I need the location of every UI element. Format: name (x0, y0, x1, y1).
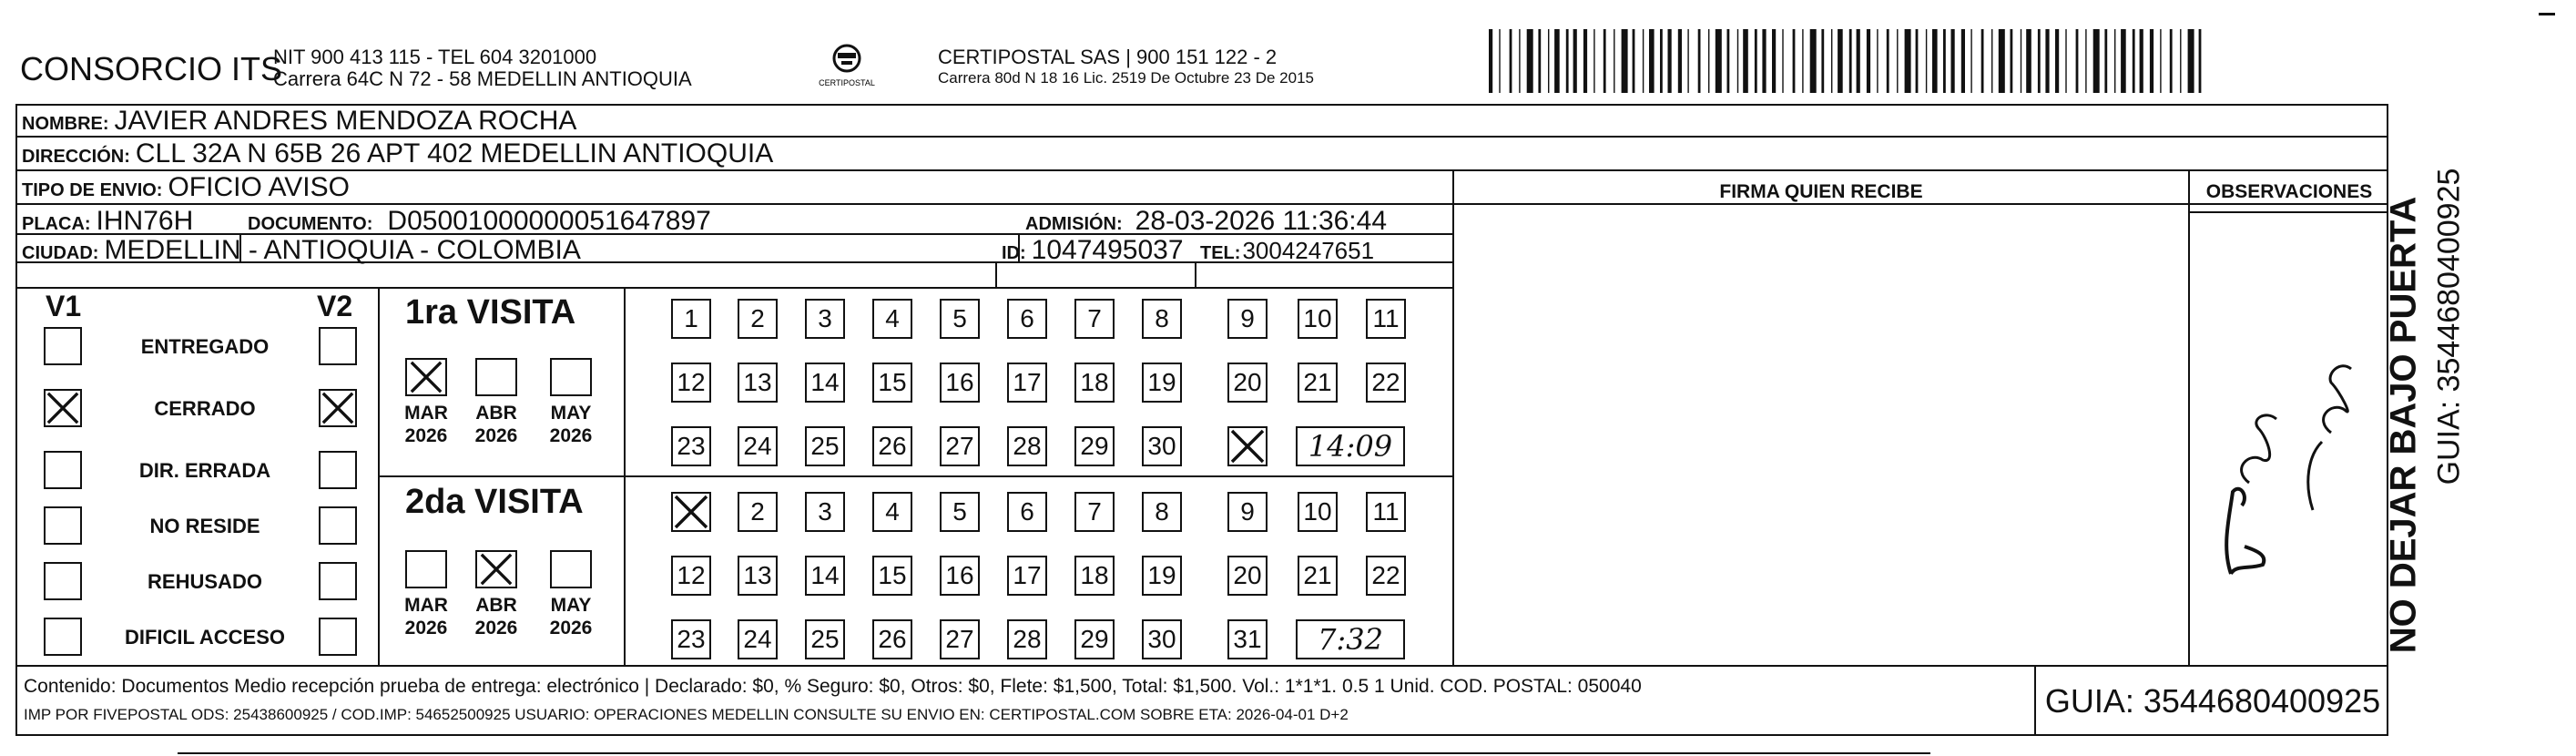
month-checkbox[interactable] (550, 358, 592, 396)
day-box[interactable]: 16 (940, 363, 980, 403)
month-label: ABR 2026 (474, 403, 518, 446)
day-box[interactable]: 17 (1007, 556, 1047, 596)
month-checkbox[interactable] (550, 550, 592, 588)
day-box[interactable]: 25 (805, 426, 845, 466)
city-label: CIUDAD: (22, 243, 99, 263)
day-box[interactable]: 15 (872, 363, 912, 403)
day-box[interactable]: 21 (1298, 556, 1338, 596)
day-box[interactable]: 28 (1007, 426, 1047, 466)
document-label: DOCUMENTO: (248, 214, 373, 234)
id-label: ID: (1002, 243, 1026, 263)
status-label: REHUSADO (148, 570, 262, 593)
day-box[interactable]: 25 (805, 619, 845, 659)
city-row (22, 235, 581, 266)
status-v2-checkbox[interactable] (319, 451, 357, 489)
name-row (22, 106, 576, 137)
visit2-time[interactable]: 7:32 (1296, 619, 1405, 659)
post-line-1: CERTIPOSTAL SAS | 900 151 122 - 2 (938, 46, 1278, 68)
status-v2-checkbox[interactable] (319, 506, 357, 545)
admission-date: 28-03-2026 11:36:44 (1135, 206, 1388, 236)
day-box[interactable]: 5 (940, 492, 980, 532)
company-line-1: NIT 900 413 115 - TEL 604 3201000 (273, 46, 597, 68)
day-box[interactable]: 26 (872, 619, 912, 659)
day-box[interactable]: 10 (1298, 492, 1338, 532)
day-box[interactable]: 27 (940, 619, 980, 659)
day-box[interactable]: 9 (1227, 299, 1268, 339)
month-label: MAR 2026 (404, 403, 448, 446)
day-box[interactable]: 11 (1366, 492, 1406, 532)
status-v1-checkbox[interactable] (44, 506, 82, 545)
day-box[interactable]: 26 (872, 426, 912, 466)
id-row (1002, 235, 1184, 266)
day-box[interactable]: 27 (940, 426, 980, 466)
day-box[interactable]: 28 (1007, 619, 1047, 659)
day-box[interactable]: 18 (1074, 556, 1115, 596)
footer-line-2: IMP POR FIVEPOSTAL ODS: 25438600925 / COD.IMP: 54652500925 USUARIO: OPERACIONES MEDELLIN CONSULTE SU ENVIO EN: CERTIPOSTAL.COM SOBRE ETA: 2026-04-01 D+2 (24, 706, 1349, 723)
day-box[interactable]: 17 (1007, 363, 1047, 403)
document-row (248, 206, 711, 237)
send-type-row (22, 172, 350, 203)
send-type: OFICIO AVISO (168, 172, 350, 202)
day-box[interactable]: 30 (1142, 619, 1182, 659)
day-box[interactable]: 4 (872, 299, 912, 339)
status-v1-checkbox[interactable] (44, 327, 82, 365)
status-label: NO RESIDE (149, 515, 260, 537)
side-warning: NO DEJAR BAJO PUERTA (2383, 196, 2424, 654)
day-box[interactable]: 3 (805, 492, 845, 532)
name-label: NOMBRE: (22, 114, 109, 134)
observations-header: OBSERVACIONES (2205, 181, 2373, 202)
status-label: ENTREGADO (140, 335, 270, 358)
day-box[interactable]: 8 (1142, 492, 1182, 532)
tel-label: TEL: (1200, 243, 1241, 263)
address-label: DIRECCIÓN: (22, 147, 130, 167)
day-box[interactable]: 6 (1007, 299, 1047, 339)
day-box[interactable]: 30 (1142, 426, 1182, 466)
day-box[interactable]: 18 (1074, 363, 1115, 403)
admission-label: ADMISIÓN: (1025, 214, 1123, 234)
day-box[interactable]: 7 (1074, 299, 1115, 339)
plate-row (22, 206, 193, 237)
address-row (22, 138, 773, 169)
day-box[interactable]: 3 (805, 299, 845, 339)
visit1-time[interactable]: 14:09 (1296, 426, 1405, 466)
day-box[interactable]: 4 (872, 492, 912, 532)
status-label: DIFICIL ACCESO (124, 626, 285, 649)
recipient-name: JAVIER ANDRES MENDOZA ROCHA (114, 106, 577, 136)
handwritten-signature (2194, 273, 2386, 601)
month-label: MAY 2026 (549, 403, 593, 446)
barcode (1489, 29, 2213, 93)
day-box[interactable]: 13 (738, 556, 778, 596)
day-box[interactable]: 7 (1074, 492, 1115, 532)
day-box[interactable]: 20 (1227, 363, 1268, 403)
day-box-marked[interactable] (1227, 426, 1268, 466)
footer-line-1: Contenido: Documentos Medio recepción prueba de entrega: electrónico | Declarado: $0, % Seguro: $0, Otros: $0, Flete: $1,500, Total: $1,500. Vol.: 1*1*1. 0.5 1 Unid. COD. POSTAL: 050040 (24, 676, 1642, 697)
day-box[interactable]: 10 (1298, 299, 1338, 339)
day-box-marked[interactable] (671, 492, 711, 532)
day-box[interactable]: 6 (1007, 492, 1047, 532)
day-box[interactable]: 1 (671, 299, 711, 339)
status-v2-checkbox[interactable] (319, 327, 357, 365)
day-box[interactable]: 31 (1227, 619, 1268, 659)
footer-guia: GUIA: 3544680400925 (2044, 682, 2381, 720)
day-box[interactable]: 20 (1227, 556, 1268, 596)
cut-line (178, 752, 1930, 754)
plate: IHN76H (96, 206, 194, 236)
day-box[interactable]: 22 (1366, 363, 1406, 403)
day-box[interactable]: 12 (671, 363, 711, 403)
status-v2-checkbox[interactable] (319, 389, 357, 427)
day-box[interactable]: 14 (805, 363, 845, 403)
status-v1-checkbox[interactable] (44, 562, 82, 600)
month-label: MAR 2026 (404, 595, 448, 639)
day-box[interactable]: 23 (671, 619, 711, 659)
plate-label: PLACA: (22, 214, 91, 234)
day-box[interactable]: 29 (1074, 426, 1115, 466)
day-box[interactable]: 24 (738, 426, 778, 466)
day-box[interactable]: 22 (1366, 556, 1406, 596)
day-box[interactable]: 9 (1227, 492, 1268, 532)
v2-header: V2 (317, 290, 353, 322)
month-label: ABR 2026 (474, 595, 518, 639)
day-box[interactable]: 15 (872, 556, 912, 596)
side-panel (2383, 104, 2486, 736)
corner-mark (2539, 13, 2555, 15)
day-box[interactable]: 14 (805, 556, 845, 596)
document-number: D05001000000051647897 (387, 206, 711, 236)
month-checkbox[interactable] (405, 550, 447, 588)
day-box[interactable]: 13 (738, 363, 778, 403)
day-box[interactable]: 24 (738, 619, 778, 659)
day-box[interactable]: 23 (671, 426, 711, 466)
day-box[interactable]: 16 (940, 556, 980, 596)
company-line-2: Carrera 64C N 72 - 58 MEDELLIN ANTIOQUIA (273, 67, 692, 90)
day-box[interactable]: 2 (738, 492, 778, 532)
day-box[interactable]: 19 (1142, 363, 1182, 403)
tel-row (1200, 237, 1374, 265)
status-label: CERRADO (154, 397, 256, 420)
id-number: 1047495037 (1031, 235, 1184, 265)
status-v2-checkbox[interactable] (319, 562, 357, 600)
day-box[interactable]: 5 (940, 299, 980, 339)
admission-row (1025, 206, 1387, 237)
send-type-label: TIPO DE ENVIO: (22, 180, 163, 200)
day-box[interactable]: 29 (1074, 619, 1115, 659)
month-checkbox[interactable] (405, 358, 447, 396)
month-checkbox[interactable] (475, 358, 517, 396)
side-guia: GUIA: 3544680400925 (2431, 168, 2467, 485)
status-v1-checkbox[interactable] (44, 618, 82, 656)
status-v2-checkbox[interactable] (319, 618, 357, 656)
month-checkbox[interactable] (475, 550, 517, 588)
day-box[interactable]: 2 (738, 299, 778, 339)
header (0, 0, 2576, 100)
day-box[interactable]: 19 (1142, 556, 1182, 596)
visit1-title: 1ra VISITA (405, 293, 576, 332)
day-box[interactable]: 21 (1298, 363, 1338, 403)
signature-header: FIRMA QUIEN RECIBE (1719, 181, 1923, 202)
day-box[interactable]: 12 (671, 556, 711, 596)
status-label: DIR. ERRADA (138, 459, 271, 482)
svg-text:CERTIPOSTAL: CERTIPOSTAL (819, 78, 875, 87)
tel-number: 3004247651 (1242, 237, 1375, 264)
recipient-address: CLL 32A N 65B 26 APT 402 MEDELLIN ANTIOQUIA (135, 138, 774, 169)
status-v1-checkbox[interactable] (44, 451, 82, 489)
post-line-2: Carrera 80d N 18 16 Lic. 2519 De Octubre 23 De 2015 (938, 69, 1314, 87)
v1-header: V1 (46, 290, 82, 322)
day-box[interactable]: 11 (1366, 299, 1406, 339)
visit2-title: 2da VISITA (405, 483, 584, 521)
month-label: MAY 2026 (549, 595, 593, 639)
company-name: CONSORCIO ITS (20, 50, 283, 87)
day-box[interactable]: 8 (1142, 299, 1182, 339)
certipostal-logo (810, 40, 883, 95)
city: MEDELLIN - ANTIOQUIA - COLOMBIA (104, 235, 581, 265)
status-v1-checkbox[interactable] (44, 389, 82, 427)
